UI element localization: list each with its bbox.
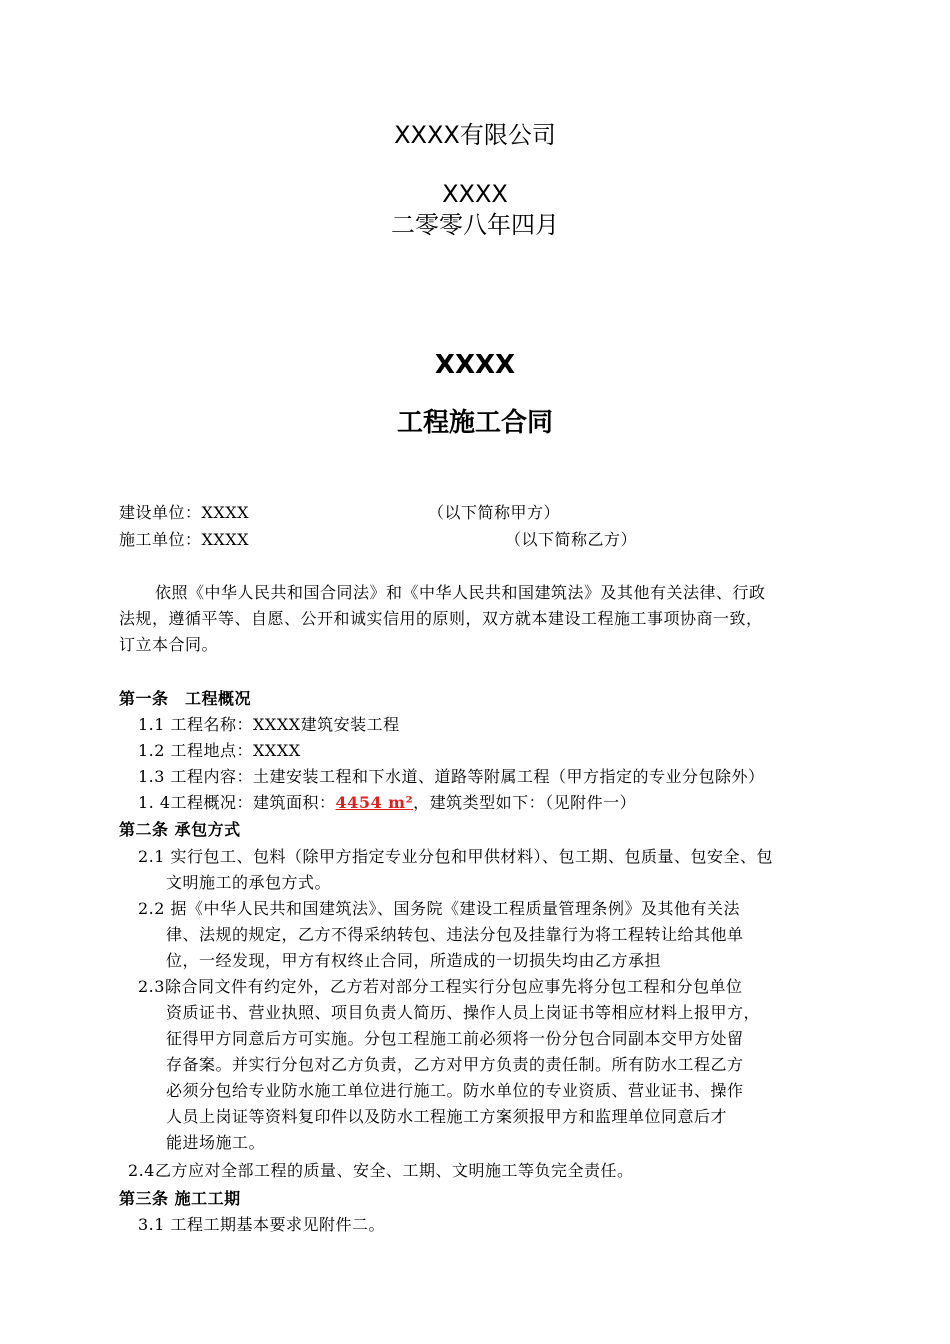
article-2-item-3-line-7: 能进场施工。 [166, 1133, 266, 1152]
building-area-value: 4454 m² [335, 793, 414, 812]
contractor-party: 施工单位：XXXX [119, 530, 250, 549]
contractor-party-note: （以下简称乙方） [505, 530, 638, 549]
article-2-item-1-line-1: 2.1 实行包工、包料（除甲方指定专业分包和甲供材料）、包工期、包质量、包安全、包 [138, 847, 774, 866]
cover-date: 二零零八年四月 [391, 211, 559, 239]
article-1-item-2: 1.2 工程地点：XXXX [138, 741, 301, 760]
article-2-item-3-line-4: 存备案。并实行分包对乙方负责，乙方对甲方负责的责任制。所有防水工程乙方 [166, 1055, 744, 1074]
preamble-line-1: 依照《中华人民共和国合同法》和《中华人民共和国建筑法》及其他有关法律、行政 [155, 583, 766, 602]
article-2-item-2-line-3: 位，一经发现，甲方有权终止合同，所造成的一切损失均由乙方承担 [166, 951, 662, 970]
article-2-item-2-line-1: 2.2 据《中华人民共和国建筑法》、国务院《建设工程质量管理条例》及其他有关法 [138, 899, 741, 918]
article-1-item-4 [138, 790, 636, 813]
article-2-item-3-line-6: 人员上岗证等资料复印件以及防水工程施工方案须报甲方和监理单位同意后才 [166, 1107, 728, 1126]
article-2-item-3-line-1: 2.3除合同文件有约定外，乙方若对部分工程实行分包应事先将分包工程和分包单位 [138, 977, 743, 996]
article-3-item-1: 3.1 工程工期基本要求见附件二。 [138, 1215, 386, 1234]
owner-party-note: （以下简称甲方） [428, 503, 561, 522]
cover-line: XXXX [442, 180, 508, 208]
article-2-heading: 第二条 承包方式 [119, 820, 241, 839]
article-1-item-4-prefix: 1. 4工程概况：建筑面积： [138, 793, 336, 812]
article-2-item-4: 2.4乙方应对全部工程的质量、安全、工期、文明施工等负完全责任。 [128, 1161, 634, 1180]
article-2-item-3-line-3: 征得甲方同意后方可实施。分包工程施工前必须将一份分包合同副本交甲方处留 [166, 1029, 744, 1048]
preamble-line-3: 订立本合同。 [119, 635, 219, 654]
article-2-item-1-line-2: 文明施工的承包方式。 [166, 873, 332, 892]
article-1-heading: 第一条 工程概况 [119, 689, 252, 708]
article-2-item-3-line-2: 资质证书、营业执照、项目负责人简历、操作人员上岗证书等相应材料上报甲方， [166, 1003, 761, 1022]
contract-title: 工程施工合同 [396, 408, 553, 438]
company-name: XXXX有限公司 [394, 121, 556, 149]
contract-project-name: XXXX [434, 350, 516, 380]
article-2-item-2-line-2: 律、法规的规定，乙方不得采纳转包、违法分包及挂靠行为将工程转让给其他单 [166, 925, 744, 944]
article-1-item-1: 1.1 工程名称：XXXX建筑安装工程 [138, 715, 400, 734]
article-1-item-4-suffix: ，建筑类型如下：（见附件一） [413, 793, 637, 812]
article-3-heading: 第三条 施工工期 [119, 1189, 241, 1208]
article-2-item-3-line-5: 必须分包给专业防水施工单位进行施工。防水单位的专业资质、营业证书、操作 [166, 1081, 744, 1100]
preamble-line-2: 法规，遵循平等、自愿、公开和诚实信用的原则，双方就本建设工程施工事项协商一致， [119, 609, 763, 628]
article-1-item-3: 1.3 工程内容：土建安装工程和下水道、道路等附属工程（甲方指定的专业分包除外） [138, 767, 765, 786]
owner-party: 建设单位：XXXX [119, 503, 250, 522]
